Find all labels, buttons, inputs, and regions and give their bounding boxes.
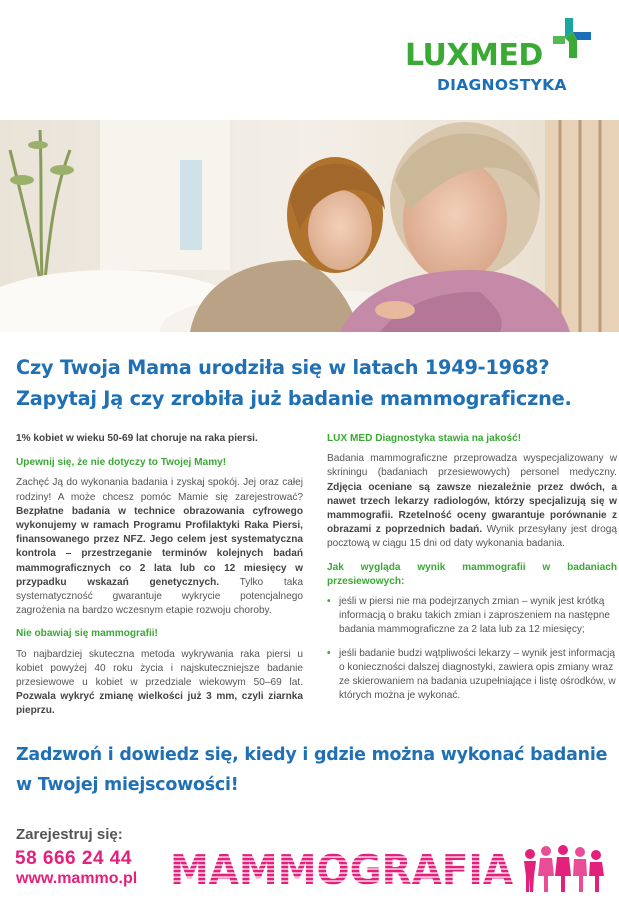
bullet-text: jeśli badanie budzi wątpliwości lekarzy – wynik jest informacją o konieczności dalszej diagnostyki, zawiera opis zmiany wraz ze skierowaniem na badania uzupełniające i listę ośrodków, w których można je wykonać. <box>339 647 616 702</box>
bold-span: Zdjęcia oceniane są zawsze niezależnie przez dwóch, a nawet trzech lekarzy radiologów, którzy specjalizują się w mammografii. Rzetelność oceny gwarantuje porównanie z obrazami z poprzednich badań. <box>327 481 617 536</box>
left-subheading-1: Upewnij się, że nie dotyczy to Twojej Mamy! <box>16 457 227 469</box>
luxmed-logo <box>397 14 597 96</box>
text-span: Badania mammograficzne przeprowadza wyspecjalizowany w skriningu (badaniach przesiewowych) personel medyczny. <box>327 453 617 479</box>
headline <box>16 352 611 414</box>
right-column <box>327 432 617 712</box>
hero-photo <box>0 120 619 332</box>
banner-word: MAMMOGRAFIA <box>170 846 514 888</box>
website-link[interactable]: www.mammo.pl <box>16 870 138 887</box>
call-to-action <box>16 740 616 800</box>
headline-line-2: Zapytaj Ją czy zrobiła już badanie mammograficzne. <box>16 387 572 410</box>
phone-number[interactable]: 58 666 24 44 <box>15 848 132 869</box>
cta-line-2: w Twojej miejscowości! <box>16 775 239 795</box>
logo-wordmark: LUXMED <box>405 38 543 73</box>
list-item <box>327 595 617 638</box>
lead-statistic: 1% kobiet w wieku 50-69 lat choruje na raka piersi. <box>16 433 258 444</box>
bold-span: Pozwala wykryć zmianę wielkości już 3 mm, czyli ziarnka pieprzu. <box>16 691 303 717</box>
text-span: To najbardziej skuteczna metoda wykrywania raka piersi u kobiet powyżej 40 roku życia i najskuteczniejsze badanie przesiewowe u kobiet w przedziale wiekowym 50–69 lat. <box>16 648 303 689</box>
bullet-text: jeśli w piersi nie ma podejrzanych zmian – wynik jest krótką informacją o braku takich zmian i zaproszeniem na następne badania mammograficzne za 2 lata lub za 12 miesięcy; <box>339 596 610 636</box>
bold-span: Bezpłatne badania w technice obrazowania cyfrowego wykonujemy w ramach Programu Profilaktyki Raka Piersi, finansowanego przez NFZ. Jego celem jest systematyczna kontrola – przestrzeganie terminów kolejnych badań mammograficznych co 2 lata lub co 12 miesięcy w przypadku wskazań genetycznych. <box>16 505 303 588</box>
cta-line-1: Zadzwoń i dowiedz się, kiedy i gdzie można wykonać badanie <box>16 745 608 765</box>
bullet-icon: • <box>327 647 331 659</box>
mammografia-banner <box>170 846 515 888</box>
right-subheading-2: Jak wygląda wynik mammografii w badaniach przesiewowych: <box>327 561 617 587</box>
logo-cross-icon <box>551 14 597 60</box>
list-item <box>327 647 617 704</box>
register-label: Zarejestruj się: <box>16 826 123 843</box>
mother-daughter-photo <box>0 120 619 332</box>
left-paragraph-1 <box>16 476 303 618</box>
bullet-icon: • <box>327 596 331 608</box>
left-paragraph-2 <box>16 648 303 719</box>
right-paragraph-1 <box>327 452 617 551</box>
text-span: Wynik przesyłany jest drogą pocztową w ciągu 15 dni od daty wykonania badania. <box>327 524 617 550</box>
right-subheading-1: LUX MED Diagnostyka stawia na jakość! <box>327 433 522 444</box>
headline-line-1: Czy Twoja Mama urodziła się w latach 1949-1968? <box>16 356 550 379</box>
logo-subtitle: DIAGNOSTYKA <box>437 76 567 94</box>
women-figures-icon <box>520 842 610 894</box>
left-subheading-2: Nie obawiaj się mammografii! <box>16 628 158 640</box>
text-span: Zachęć Ją do wykonania badania i zyskaj spokój. Jej oraz całej rodziny! A może chcesz pomóc Mamie się zarejestrować? <box>16 477 303 503</box>
text-span: Tylko taka systematyczność gwarantuje wykrycie potencjalnego zagrożenia na bardzo wczesnym etapie rozwoju choroby. <box>16 576 303 617</box>
left-column <box>16 432 303 728</box>
